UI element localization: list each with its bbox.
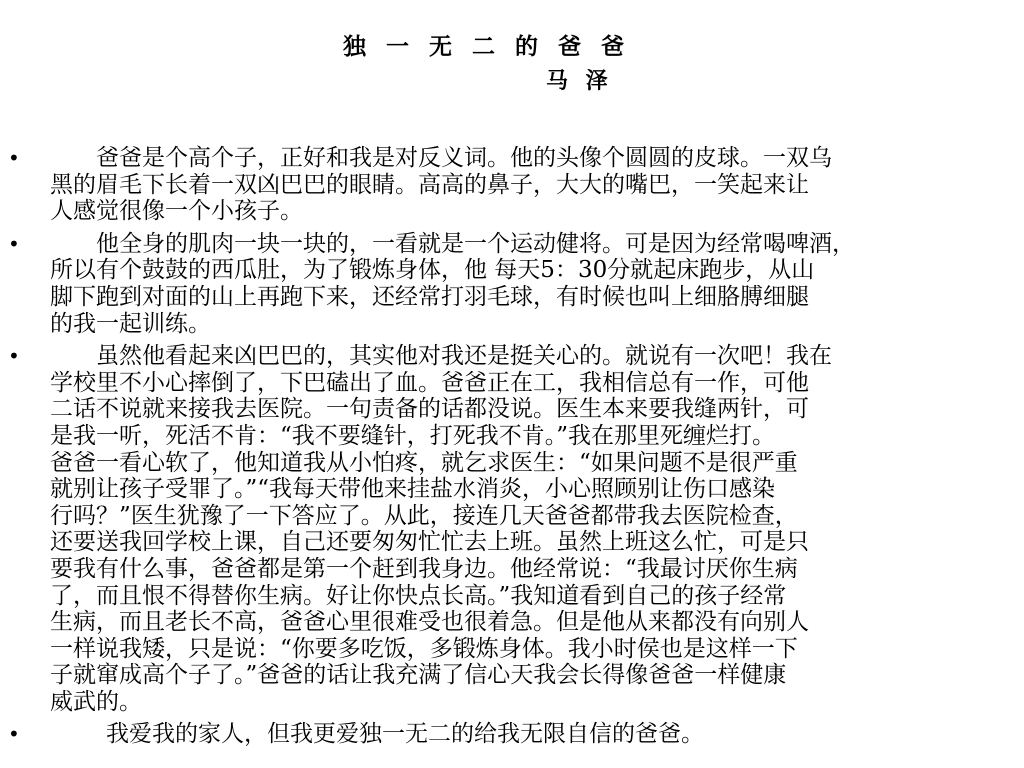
paragraph-line: 二话不说就来接我去医院。一句责备的话都没说。医生本来要我缝两针，可 [50, 396, 809, 423]
paragraph-3 [0, 343, 1012, 715]
paragraph-line: 爸爸是个高个子，正好和我是对反义词。他的头像个圆圆的皮球。一双乌 [96, 145, 832, 171]
paragraph-2 [0, 231, 1012, 337]
paragraph-line: 的我一起训练。 [50, 310, 211, 337]
paragraph-line: 学校里不小心摔倒了，下巴磕出了血。爸爸正在工，我相信总有一作，可他 [50, 369, 809, 396]
paragraph-line: 我爱我的家人，但我更爱独一无二的给我无限自信的爸爸。 [106, 721, 704, 748]
author-name: 马 泽 [546, 69, 613, 94]
paragraph-line: 还要送我回学校上课，自己还要匆匆忙忙去上班。虽然上班这么忙，可是只 [50, 529, 809, 556]
bullet-marker: • [8, 146, 20, 170]
bullet-marker: • [8, 231, 20, 256]
paragraph-line: 他全身的肌肉一块一块的，一看就是一个运动健将。可是因为经常喝啤酒， [96, 230, 855, 257]
paragraph-line: 所以有个鼓鼓的西瓜肚，为了锻炼身体，他 每天5：30分就起床跑步，从山 [50, 257, 815, 284]
paragraph-line: 了，而且恨不得替你生病。好让你快点长高。”我知道看到自己的孩子经常 [50, 582, 787, 609]
paragraph-line: 就别让孩子受罪了。”“我每天带他来挂盐水消炎，小心照顾别让伤口感染 [50, 476, 776, 503]
paragraph-line: 行吗？”医生犹豫了一下答应了。从此，接连几天爸爸都带我去医院检查， [50, 502, 798, 529]
bullet-marker: • [8, 344, 20, 369]
paragraph-line: 爸爸一看心软了，他知道我从小怕疼，就乞求医生：“如果问题不是很严重 [50, 449, 798, 476]
paragraph-line: 要我有什么事，爸爸都是第一个赶到我身边。他经常说：“我最讨厌你生病 [50, 555, 798, 582]
paragraph-line: 一样说我矮，只是说：“你要多吃饭，多锻炼身体。我小时侯也是这样一下 [50, 635, 798, 662]
bullet-marker: • [8, 722, 20, 747]
essay-title: 独 一 无 二 的 爸 爸 [343, 34, 631, 60]
paragraph-line: 黑的眉毛下长着一双凶巴巴的眼睛。高高的鼻子，大大的嘴巴，一笑起来让 [50, 171, 809, 198]
paragraph-line: 是我一听，死活不肯：“我不要缝针，打死我不肯。”我在那里死缠烂打。 [50, 422, 776, 449]
paragraph-line: 威武的。 [50, 688, 142, 715]
paragraph-1 [0, 145, 1012, 225]
paragraph-line: 虽然他看起来凶巴巴的，其实他对我还是挺关心的。就说有一次吧！我在 [96, 343, 832, 370]
paragraph-line: 子就窜成高个子了。”爸爸的话让我充满了信心天我会长得像爸爸一样健康 [50, 662, 787, 689]
paragraph-4 [0, 721, 1012, 748]
paragraph-line: 生病，而且老长不高，爸爸心里很难受也很着急。但是他从来都没有向别人 [50, 609, 809, 636]
paragraph-line: 人感觉很像一个小孩子。 [50, 198, 303, 225]
essay-body [0, 145, 1024, 754]
paragraph-line: 脚下跑到对面的山上再跑下来，还经常打羽毛球，有时候也叫上细胳膊细腿 [50, 283, 809, 310]
